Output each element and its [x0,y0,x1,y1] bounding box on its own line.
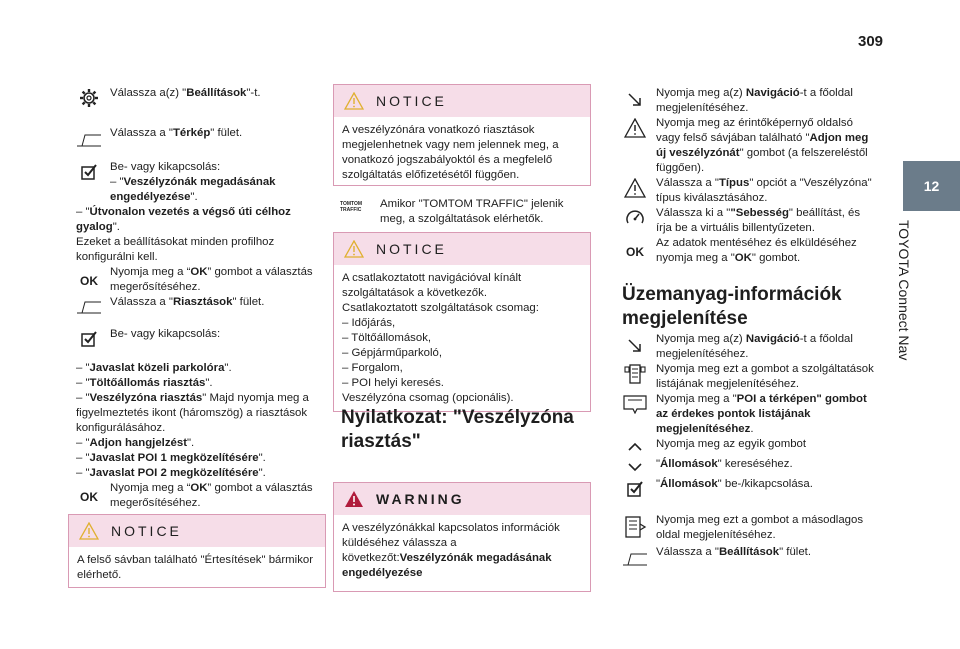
text: – " [110,176,124,188]
tab-icon [622,549,648,569]
text-bold: Riasztások [172,296,233,308]
text-bold: Töltőállomás riasztás [89,377,206,389]
navigation-arrow-icon [622,90,648,110]
step-ok-2 [76,481,326,511]
ok-icon: OK [626,244,644,259]
tomtom-traffic-logo [340,201,380,213]
list-item: – Töltőállomások, [342,332,432,344]
notice-header [334,233,590,265]
list-item: – Gépjárműparkoló, [342,347,443,359]
logo-text: TOMTOM [340,201,363,207]
text-bold: Veszélyzónák megadásának engedélyezése [110,176,276,203]
text: Az adatok mentéséhez és elküldéséhez nyomja meg a " [656,237,857,264]
text: -t a főoldal megjelenítéséhez. [656,333,853,360]
text-bold: Javaslat POI 1 megközelítésére [89,452,259,464]
secondary-page-icon [622,517,648,537]
tab-icon [76,297,102,317]
notice-body: A felső sávban található "Értesítések" bármikor elérhető. [77,554,314,581]
text-bold: POI a térképen" gombot az érdekes pontok listájának megjelenítéséhez [656,393,867,435]
warning-header [334,483,590,515]
text: ". [258,467,266,479]
text: A csatlakoztatott navigációval kínált szolgáltatások a következők. [342,272,522,299]
text: " be-/kikapcsolása. [717,478,813,490]
services-icon [622,364,648,384]
text-bold: Navigáció [745,87,800,99]
list-item: – Forgalom, [342,362,403,374]
text: " beállítást, és írja be a virtuális billentyűzeten. [656,207,861,234]
text: " fület. [210,127,243,139]
list-item [76,436,326,451]
text: Ezeket a beállításokat minden profilhoz konfigurálni kell. [76,236,275,263]
notice-title: NOTICE [376,92,447,109]
chevron-down-icon [622,457,648,477]
step-navigation [622,86,878,116]
chapter-title: TOYOTA Connect Nav [896,220,912,361]
text: Nyomja meg a “ [110,482,191,494]
text: " fület. [232,296,265,308]
notice-title: NOTICE [111,522,182,539]
gear-icon [76,88,102,108]
list-item: – POI helyi keresés. [342,377,444,389]
text: Veszélyzóna csomag (opcionális). [342,392,514,404]
text: Válassza a " [110,127,173,139]
text: ". [258,452,266,464]
text: Csatlakoztatott szolgáltatások csomag: [342,302,539,314]
warning-box [333,482,591,592]
text: Válassza a(z) " [110,87,187,99]
text: Válassza ki a " [656,207,731,219]
notice-title: NOTICE [376,240,447,257]
warning-body [334,515,590,589]
checkbox-icon [76,162,102,182]
checkbox-icon [76,329,102,349]
step-new-hazard-zone [622,116,878,176]
text-bold: Veszélyzónák megadásának engedélyezése [342,552,552,579]
text: Válassza a " [656,546,719,558]
text-bold: Állomások [660,458,718,470]
text: " fület. [779,546,811,558]
step-ok-1 [76,265,326,295]
text: – " [76,437,90,449]
list-item [76,376,326,391]
text: ” gombot a választás megerősítéséhez. [110,482,313,509]
list-item [76,466,326,481]
text-bold: Adjon meg új veszélyzónát [656,132,869,159]
step-navigation-2 [622,332,878,362]
step-settings-tab [622,545,878,575]
column-1 [76,86,326,511]
text: Be- vagy kikapcsolás: [110,328,221,340]
warning-triangle-icon [622,178,648,198]
notice-header [334,85,590,117]
section-heading-hazard-zone: Nyilatkozat: "Veszélyzóna riasztás" [341,407,574,452]
text: Válassza a " [656,177,719,189]
warning-triangle-icon [344,240,364,258]
tab-icon [76,130,102,150]
text-bold: Adjon hangjelzést [89,437,188,449]
text-bold: Navigáció [745,333,800,345]
text-bold: OK [190,266,208,278]
step-services-list [622,362,878,392]
warning-triangle-filled-icon [344,490,364,508]
text: – " [76,467,90,479]
step-poi-map [622,392,878,437]
notice-box-legal [333,84,591,186]
text: " gombot. [751,252,801,264]
text-bold: Útvonalon vezetés a végső úti célhoz gyalog [76,206,291,233]
text-bold: Javaslat POI 2 megközelítésére [89,467,259,479]
text: ” gombot a választás megerősítéséhez. [110,266,313,293]
warning-triangle-icon [344,92,364,110]
text: Nyomja meg az egyik gombot [656,438,807,450]
text: ". [112,221,120,233]
checkbox-icon [622,479,648,499]
text: "-t. [246,87,261,99]
text: A veszélyzónákkal kapcsolatos információk küldéséhez válassza a következőt: [342,522,560,564]
warning-triangle-icon [79,522,99,540]
step-press-button [622,437,878,457]
navigation-arrow-icon [622,336,648,356]
text-bold: Állomások [660,478,718,490]
text-bold: Térkép [172,127,211,139]
text: " opciót a "Veszélyzóna" típus kiválasztásához. [656,177,872,204]
step-search-stations [622,457,878,477]
text: – " [76,392,90,404]
step-toggle-1 [76,160,326,265]
notice-box-notifications [68,514,326,588]
text-bold: Veszélyzóna riasztás [89,392,203,404]
text: ". [224,362,232,374]
text: " [656,458,661,470]
step-map-tab [76,126,326,160]
notice-box-services [333,232,591,412]
poi-map-icon [622,394,648,414]
list-item [76,391,326,436]
text: ". [190,191,198,203]
step-ok-3 [622,236,878,266]
text: – " [76,362,90,374]
text: " Majd nyomja meg a figyelmeztetés ikont (háromszög) a riasztások konfigurálásához. [76,392,309,434]
ok-icon: OK [80,273,98,288]
text: – " [76,206,90,218]
text-bold: OK [190,482,208,494]
text: Nyomja meg a “ [110,266,191,278]
text: . [750,423,754,435]
text: Nyomja meg ezt a gombot a másodlagos oldal megjelenítéséhez. [656,514,864,541]
column-3 [622,86,878,266]
step-secondary-page [622,513,878,545]
text: Válassza a " [110,296,173,308]
step-speed [622,206,878,236]
text-bold: Javaslat közeli parkolóra [89,362,225,374]
text: Be- vagy kikapcsolás: [110,161,221,173]
text: Nyomja meg a(z) [656,87,746,99]
list-item [76,451,326,466]
text-bold: Beállítások [718,546,780,558]
text-bold: "Sebesség [730,207,789,219]
step-settings [76,86,326,126]
text: Nyomja meg ezt a gombot a szolgáltatások listájának megjelenítéséhez. [656,363,874,390]
text: Nyomja meg a(z) [656,333,746,345]
warning-title: WARNING [376,490,465,507]
step-type [622,176,878,206]
list-item: – Időjárás, [342,317,396,329]
chapter-tab: 12 [903,161,960,211]
text: ". [205,377,213,389]
text: Nyomja meg a " [656,393,737,405]
text-bold: OK [734,252,752,264]
text: " kereséséhez. [717,458,793,470]
warning-triangle-icon [622,118,648,138]
section-heading-fuel-info: Üzemanyag-információk megjelenítése [622,284,842,329]
list-item [76,361,326,376]
text: – " [76,452,90,464]
notice-body [334,265,590,414]
text: ". [187,437,195,449]
alert-options-list [76,361,326,481]
tomtom-traffic-row [340,197,590,227]
step-toggle-stations [622,477,878,513]
page-number: 309 [858,33,884,50]
text: Nyomja meg az érintőképernyő oldalsó vagy felső sávjában található " [656,117,853,144]
ok-icon: OK [80,489,98,504]
text: " [656,478,661,490]
text: – " [76,377,90,389]
logo-text: TRAFFIC [340,207,362,213]
notice-body: A veszélyzónára vonatkozó riasztások megjelenhetnek vagy nem jelennek meg, a vonatkozó jogszabályoktól és a megfelelő szolgáltatás előfizetésétől függően. [342,124,559,181]
step-toggle-2 [76,327,326,361]
notice-header [69,515,325,547]
text: -t a főoldal megjelenítéséhez. [656,87,853,114]
chevron-up-icon [622,437,648,457]
column-3-lower [622,332,878,575]
text-bold: Típus [718,177,750,189]
text: Amikor "TOMTOM TRAFFIC" jelenik meg, a szolgáltatások elérhetők. [380,198,564,225]
text-bold: Beállítások [186,87,247,99]
text: " gombot (a felszereléstől függően). [656,147,868,174]
step-alerts-tab [76,295,326,327]
speedometer-icon [622,208,648,228]
